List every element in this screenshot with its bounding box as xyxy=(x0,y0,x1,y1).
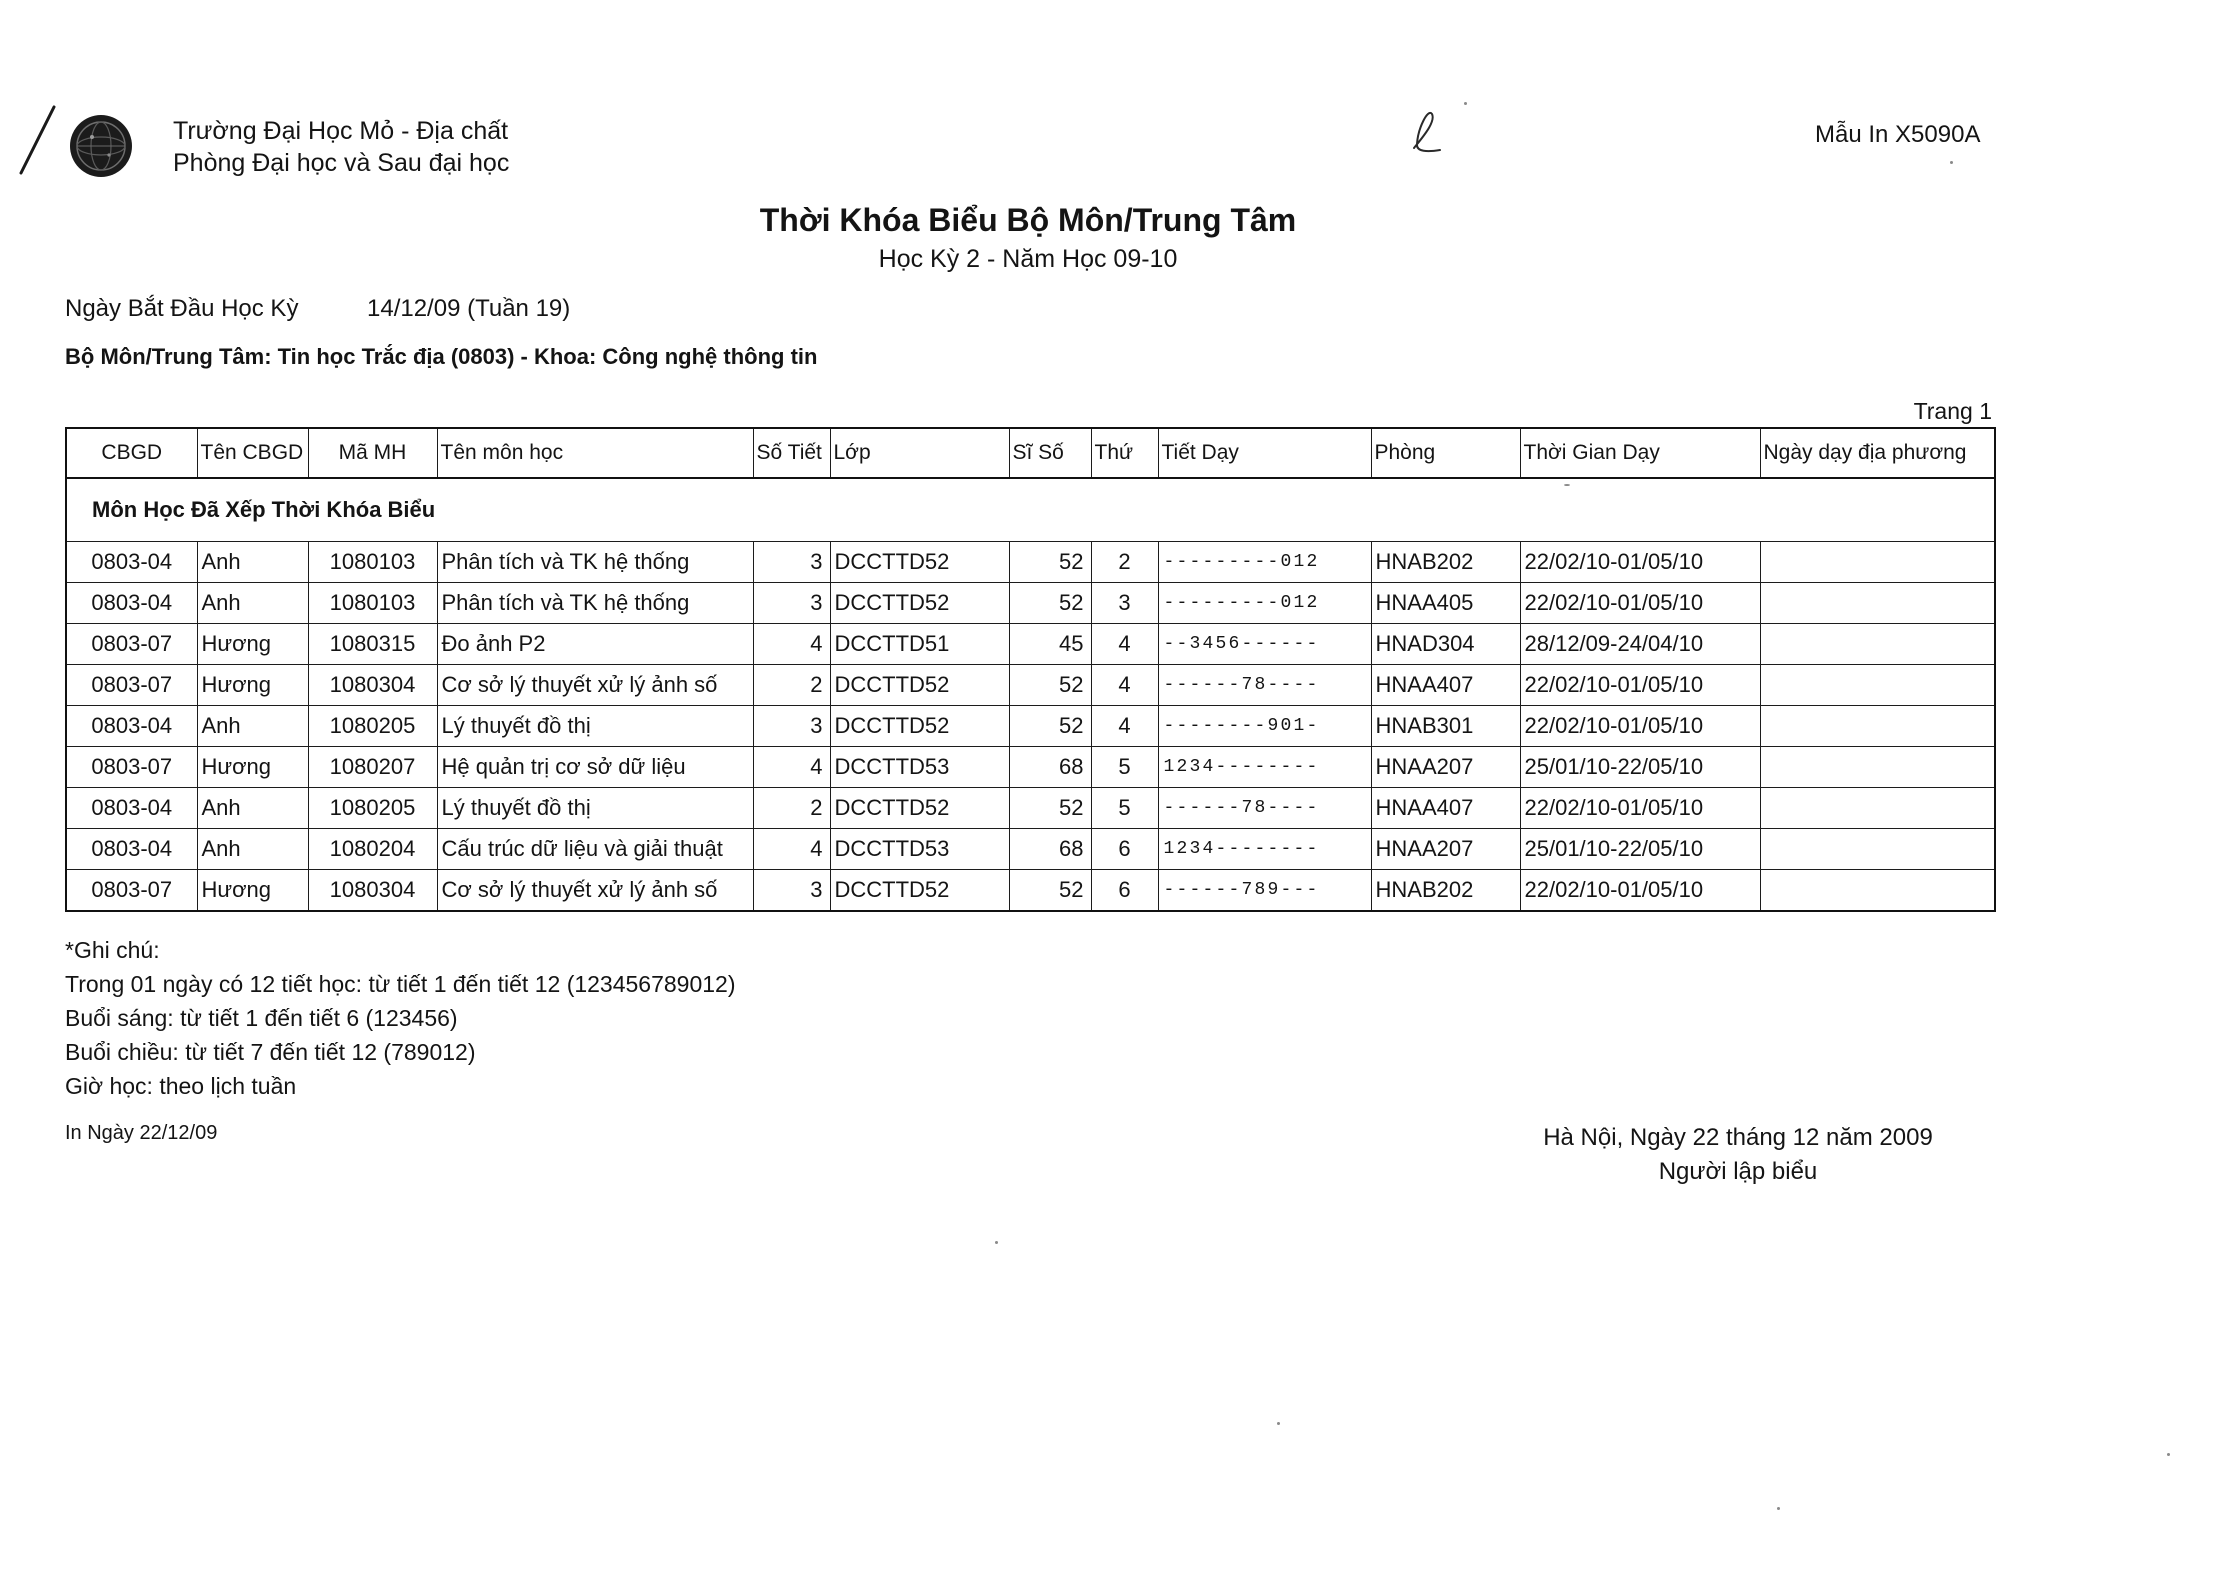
cell-tiet-day: 1234-------- xyxy=(1158,829,1371,870)
cell-ngay-day-dia-phuong xyxy=(1760,665,1995,706)
timetable xyxy=(65,427,1996,912)
cell-cbgd: 0803-04 xyxy=(66,583,197,624)
cell-thoi-gian-day: 22/02/10-01/05/10 xyxy=(1520,788,1760,829)
cell-ngay-day-dia-phuong xyxy=(1760,747,1995,788)
cell-ten-mon-hoc: Cơ sở lý thuyết xử lý ảnh số xyxy=(437,665,753,706)
cell-phong: HNAA407 xyxy=(1371,665,1520,706)
cell-ma-mh: 1080204 xyxy=(308,829,437,870)
cell-lop: DCCTTD53 xyxy=(830,747,1009,788)
cell-tiet-day: ------78---- xyxy=(1158,665,1371,706)
cell-ma-mh: 1080103 xyxy=(308,583,437,624)
scan-speck xyxy=(995,1241,998,1244)
cell-thoi-gian-day: 25/01/10-22/05/10 xyxy=(1520,829,1760,870)
column-header-ngay-day-dia-phuong: Ngày dạy địa phương xyxy=(1760,428,1995,478)
note-line: Giờ học: theo lịch tuần xyxy=(65,1073,297,1099)
cell-ten-cbgd: Hương xyxy=(197,747,308,788)
table-row xyxy=(66,665,1995,706)
cell-si-so: 68 xyxy=(1009,747,1091,788)
cell-si-so: 45 xyxy=(1009,624,1091,665)
cell-ngay-day-dia-phuong xyxy=(1760,829,1995,870)
cell-ten-mon-hoc: Phân tích và TK hệ thống xyxy=(437,583,753,624)
cell-si-so: 68 xyxy=(1009,829,1091,870)
cell-ngay-day-dia-phuong xyxy=(1760,788,1995,829)
scan-speck xyxy=(1277,1422,1280,1425)
cell-lop: DCCTTD52 xyxy=(830,788,1009,829)
cell-ten-mon-hoc: Lý thuyết đồ thị xyxy=(437,788,753,829)
cell-ten-cbgd: Anh xyxy=(197,583,308,624)
cell-ma-mh: 1080103 xyxy=(308,542,437,583)
cell-so-tiet: 3 xyxy=(753,542,830,583)
cell-lop: DCCTTD52 xyxy=(830,583,1009,624)
cell-thu: 6 xyxy=(1091,829,1158,870)
table-row xyxy=(66,624,1995,665)
cell-lop: DCCTTD51 xyxy=(830,624,1009,665)
cell-cbgd: 0803-04 xyxy=(66,706,197,747)
signature-block xyxy=(1438,1121,2038,1189)
column-header-thoi-gian-day: Thời Gian Dạy xyxy=(1520,428,1760,478)
cell-ten-cbgd: Anh xyxy=(197,829,308,870)
cell-phong: HNAB301 xyxy=(1371,706,1520,747)
table-row xyxy=(66,706,1995,747)
semester-start-value: 14/12/09 (Tuần 19) xyxy=(367,295,571,322)
cell-ten-mon-hoc: Cấu trúc dữ liệu và giải thuật xyxy=(437,829,753,870)
cell-lop: DCCTTD52 xyxy=(830,542,1009,583)
cell-so-tiet: 2 xyxy=(753,665,830,706)
cell-tiet-day: 1234-------- xyxy=(1158,747,1371,788)
cell-cbgd: 0803-04 xyxy=(66,542,197,583)
header-row xyxy=(66,428,1995,478)
signature-place-date: Hà Nội, Ngày 22 tháng 12 năm 2009 xyxy=(1543,1124,1933,1151)
cell-cbgd: 0803-04 xyxy=(66,788,197,829)
table-row xyxy=(66,583,1995,624)
cell-so-tiet: 4 xyxy=(753,624,830,665)
cell-tiet-day: ------78---- xyxy=(1158,788,1371,829)
cell-ma-mh: 1080304 xyxy=(308,870,437,912)
cell-phong: HNAD304 xyxy=(1371,624,1520,665)
cell-phong: HNAA405 xyxy=(1371,583,1520,624)
column-header-tiet-day: Tiết Dạy xyxy=(1158,428,1371,478)
cell-tiet-day: ------789--- xyxy=(1158,870,1371,912)
cell-lop: DCCTTD53 xyxy=(830,829,1009,870)
cell-lop: DCCTTD52 xyxy=(830,870,1009,912)
cell-ngay-day-dia-phuong xyxy=(1760,542,1995,583)
cell-cbgd: 0803-04 xyxy=(66,829,197,870)
cell-ten-mon-hoc: Phân tích và TK hệ thống xyxy=(437,542,753,583)
signature-role: Người lập biểu xyxy=(1658,1158,1818,1185)
column-header-ten-cbgd: Tên CBGD xyxy=(197,428,308,478)
handwritten-mark xyxy=(1408,108,1448,156)
cell-ten-cbgd: Anh xyxy=(197,706,308,747)
scan-speck xyxy=(1950,161,1953,164)
cell-ma-mh: 1080205 xyxy=(308,706,437,747)
cell-ten-cbgd: Hương xyxy=(197,665,308,706)
scan-speck xyxy=(1777,1507,1780,1510)
document-title: Thời Khóa Biểu Bộ Môn/Trung Tâm xyxy=(759,202,1297,238)
cell-tiet-day: ---------012 xyxy=(1158,583,1371,624)
cell-ngay-day-dia-phuong xyxy=(1760,583,1995,624)
cell-thoi-gian-day: 22/02/10-01/05/10 xyxy=(1520,583,1760,624)
table-body xyxy=(66,478,1995,911)
cell-si-so: 52 xyxy=(1009,706,1091,747)
cell-ten-mon-hoc: Hệ quản trị cơ sở dữ liệu xyxy=(437,747,753,788)
cell-phong: HNAA207 xyxy=(1371,747,1520,788)
cell-phong: HNAB202 xyxy=(1371,542,1520,583)
cell-thoi-gian-day: 22/02/10-01/05/10 xyxy=(1520,870,1760,912)
cell-ten-cbgd: Anh xyxy=(197,788,308,829)
cell-thoi-gian-day: 22/02/10-01/05/10 xyxy=(1520,706,1760,747)
cell-cbgd: 0803-07 xyxy=(66,624,197,665)
column-header-ten-mon-hoc: Tên môn học xyxy=(437,428,753,478)
school-logo-icon xyxy=(68,113,134,179)
cell-so-tiet: 3 xyxy=(753,870,830,912)
cell-ma-mh: 1080304 xyxy=(308,665,437,706)
cell-thoi-gian-day: 22/02/10-01/05/10 xyxy=(1520,665,1760,706)
cell-thoi-gian-day: 25/01/10-22/05/10 xyxy=(1520,747,1760,788)
semester-start-label: Ngày Bắt Đầu Học Kỳ xyxy=(65,295,299,322)
column-header-ma-mh: Mã MH xyxy=(308,428,437,478)
table-row xyxy=(66,870,1995,912)
cell-ten-cbgd: Hương xyxy=(197,624,308,665)
cell-thu: 3 xyxy=(1091,583,1158,624)
cell-thu: 2 xyxy=(1091,542,1158,583)
page-number: Trang 1 xyxy=(1913,398,1992,424)
table-row xyxy=(66,788,1995,829)
printed-date: In Ngày 22/12/09 xyxy=(65,1122,218,1144)
form-code: Mẫu In X5090A xyxy=(1815,121,1981,148)
cell-tiet-day: --------901- xyxy=(1158,706,1371,747)
cell-ngay-day-dia-phuong xyxy=(1760,624,1995,665)
column-header-lop: Lớp xyxy=(830,428,1009,478)
note-line: Trong 01 ngày có 12 tiết học: từ tiết 1 đến tiết 12 (123456789012) xyxy=(65,971,736,997)
cell-thoi-gian-day: 22/02/10-01/05/10 xyxy=(1520,542,1760,583)
table-row xyxy=(66,542,1995,583)
hand-drawn-slash xyxy=(10,100,65,180)
cell-ma-mh: 1080205 xyxy=(308,788,437,829)
office-name: Phòng Đại học và Sau đại học xyxy=(173,149,510,177)
cell-lop: DCCTTD52 xyxy=(830,706,1009,747)
cell-ngay-day-dia-phuong xyxy=(1760,706,1995,747)
cell-tiet-day: ---------012 xyxy=(1158,542,1371,583)
cell-si-so: 52 xyxy=(1009,870,1091,912)
cell-cbgd: 0803-07 xyxy=(66,747,197,788)
cell-phong: HNAA207 xyxy=(1371,829,1520,870)
cell-ten-cbgd: Hương xyxy=(197,870,308,912)
cell-ten-mon-hoc: Lý thuyết đồ thị xyxy=(437,706,753,747)
cell-si-so: 52 xyxy=(1009,788,1091,829)
cell-ma-mh: 1080315 xyxy=(308,624,437,665)
column-header-thu: Thứ xyxy=(1091,428,1158,478)
cell-tiet-day: --3456------ xyxy=(1158,624,1371,665)
cell-si-so: 52 xyxy=(1009,583,1091,624)
cell-so-tiet: 4 xyxy=(753,829,830,870)
note-line: Buổi chiều: từ tiết 7 đến tiết 12 (789012) xyxy=(65,1039,476,1065)
cell-phong: HNAB202 xyxy=(1371,870,1520,912)
column-header-si-so: Sĩ Số xyxy=(1009,428,1091,478)
cell-ngay-day-dia-phuong xyxy=(1760,870,1995,912)
column-header-phong: Phòng xyxy=(1371,428,1520,478)
notes xyxy=(65,933,736,1103)
cell-thu: 4 xyxy=(1091,624,1158,665)
section-title: Môn Học Đã Xếp Thời Khóa Biểu xyxy=(66,478,1995,542)
cell-so-tiet: 2 xyxy=(753,788,830,829)
section-row xyxy=(66,478,1995,542)
cell-thu: 5 xyxy=(1091,788,1158,829)
cell-so-tiet: 3 xyxy=(753,706,830,747)
column-header-so-tiet: Số Tiết xyxy=(753,428,830,478)
cell-ten-mon-hoc: Đo ảnh P2 xyxy=(437,624,753,665)
scan-speck xyxy=(2167,1453,2170,1456)
cell-lop: DCCTTD52 xyxy=(830,665,1009,706)
table-header xyxy=(66,428,1995,478)
cell-thoi-gian-day: 28/12/09-24/04/10 xyxy=(1520,624,1760,665)
cell-si-so: 52 xyxy=(1009,542,1091,583)
cell-ma-mh: 1080207 xyxy=(308,747,437,788)
cell-ten-mon-hoc: Cơ sở lý thuyết xử lý ảnh số xyxy=(437,870,753,912)
document-subtitle: Học Kỳ 2 - Năm Học 09-10 xyxy=(878,245,1178,273)
scan-speck xyxy=(1564,484,1570,486)
department-line: Bộ Môn/Trung Tâm: Tin học Trắc địa (0803) - Khoa: Công nghệ thông tin xyxy=(65,344,818,369)
cell-thu: 4 xyxy=(1091,665,1158,706)
cell-ten-cbgd: Anh xyxy=(197,542,308,583)
cell-phong: HNAA407 xyxy=(1371,788,1520,829)
cell-so-tiet: 3 xyxy=(753,583,830,624)
scan-speck xyxy=(1464,102,1467,105)
table-row xyxy=(66,747,1995,788)
table-row xyxy=(66,829,1995,870)
cell-cbgd: 0803-07 xyxy=(66,665,197,706)
cell-thu: 6 xyxy=(1091,870,1158,912)
cell-thu: 5 xyxy=(1091,747,1158,788)
column-header-cbgd: CBGD xyxy=(66,428,197,478)
cell-so-tiet: 4 xyxy=(753,747,830,788)
notes-heading: *Ghi chú: xyxy=(65,937,160,963)
note-line: Buổi sáng: từ tiết 1 đến tiết 6 (123456) xyxy=(65,1005,458,1031)
school-name: Trường Đại Học Mỏ - Địa chất xyxy=(173,117,509,145)
cell-thu: 4 xyxy=(1091,706,1158,747)
cell-si-so: 52 xyxy=(1009,665,1091,706)
cell-cbgd: 0803-07 xyxy=(66,870,197,912)
